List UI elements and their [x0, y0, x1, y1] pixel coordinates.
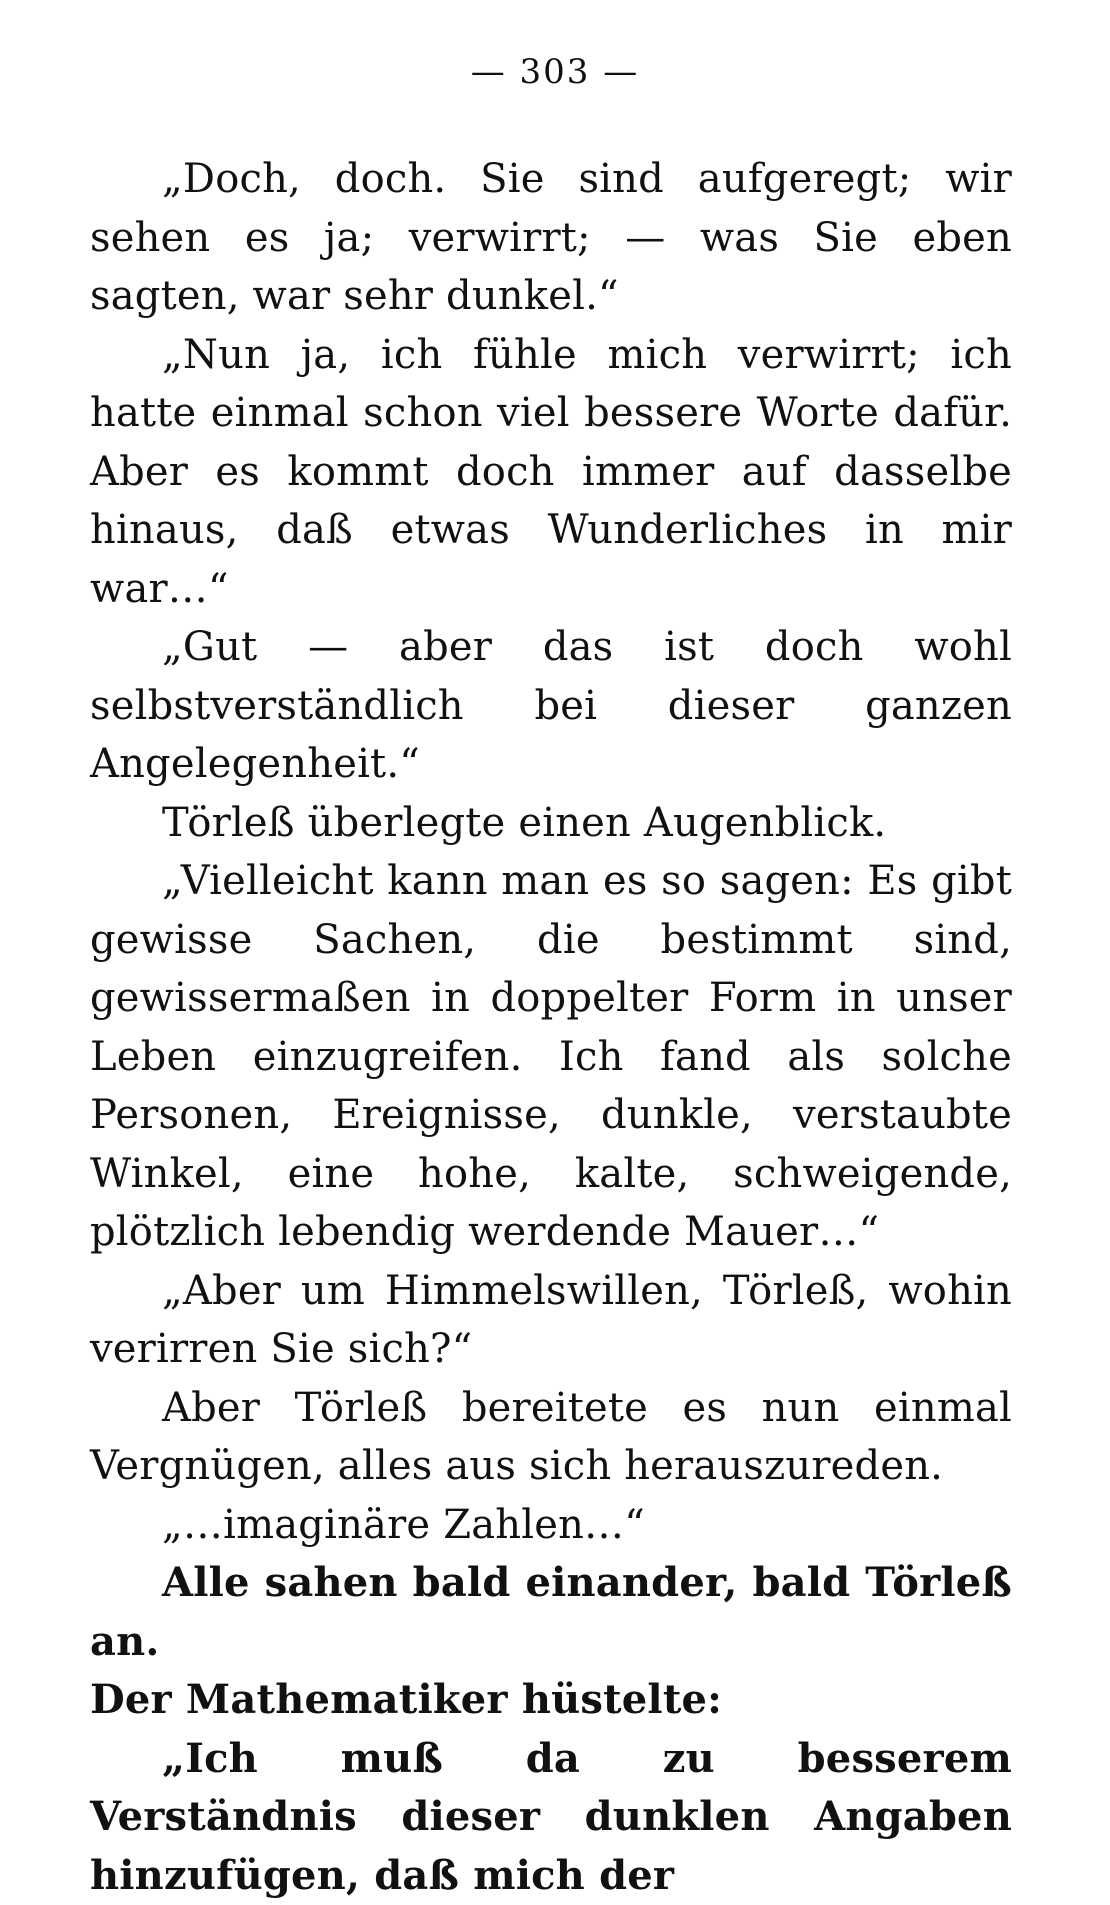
paragraph: „Ich muß da zu besserem Verständnis dieser dunklen Angaben hinzufügen, daß mich der: [90, 1730, 1012, 1905]
paragraph: „Vielleicht kann man es so sagen: Es gibt gewisse Sachen, die bestimmt sind, gewissermaßen in doppelter Form in unser Leben einzugreifen. Ich fand als solche Personen, Ereignisse, dunkle, verstaubte Winkel, eine hohe, kalte, schweigende, plötzlich lebendig werdende Mauer…“: [90, 852, 1012, 1262]
body-text: [90, 150, 1012, 1905]
paragraph: Alle sahen bald einander, bald Törleß an.: [90, 1554, 1012, 1671]
paragraph: Der Mathematiker hüstelte:: [90, 1671, 1012, 1730]
paragraph: „Aber um Himmelswillen, Törleß, wohin verirren Sie sich?“: [90, 1262, 1012, 1379]
paragraph: Aber Törleß bereitete es nun einmal Vergnügen, alles aus sich herauszureden.: [90, 1379, 1012, 1496]
paragraph: „Gut — aber das ist doch wohl selbstverständlich bei dieser ganzen Angelegenheit.“: [90, 618, 1012, 794]
paragraph: „Doch, doch. Sie sind aufgeregt; wir sehen es ja; verwirrt; — was Sie eben sagten, war sehr dunkel.“: [90, 150, 1012, 326]
paragraph: „Nun ja, ich fühle mich verwirrt; ich hatte einmal schon viel bessere Worte dafür. Aber es kommt doch immer auf dasselbe hinaus, daß etwas Wunderliches in mir war…“: [90, 326, 1012, 619]
paragraph: Törleß überlegte einen Augenblick.: [90, 794, 1012, 853]
paragraph: „…imaginäre Zahlen…“: [90, 1496, 1012, 1555]
page-number: — 303 —: [0, 52, 1110, 92]
